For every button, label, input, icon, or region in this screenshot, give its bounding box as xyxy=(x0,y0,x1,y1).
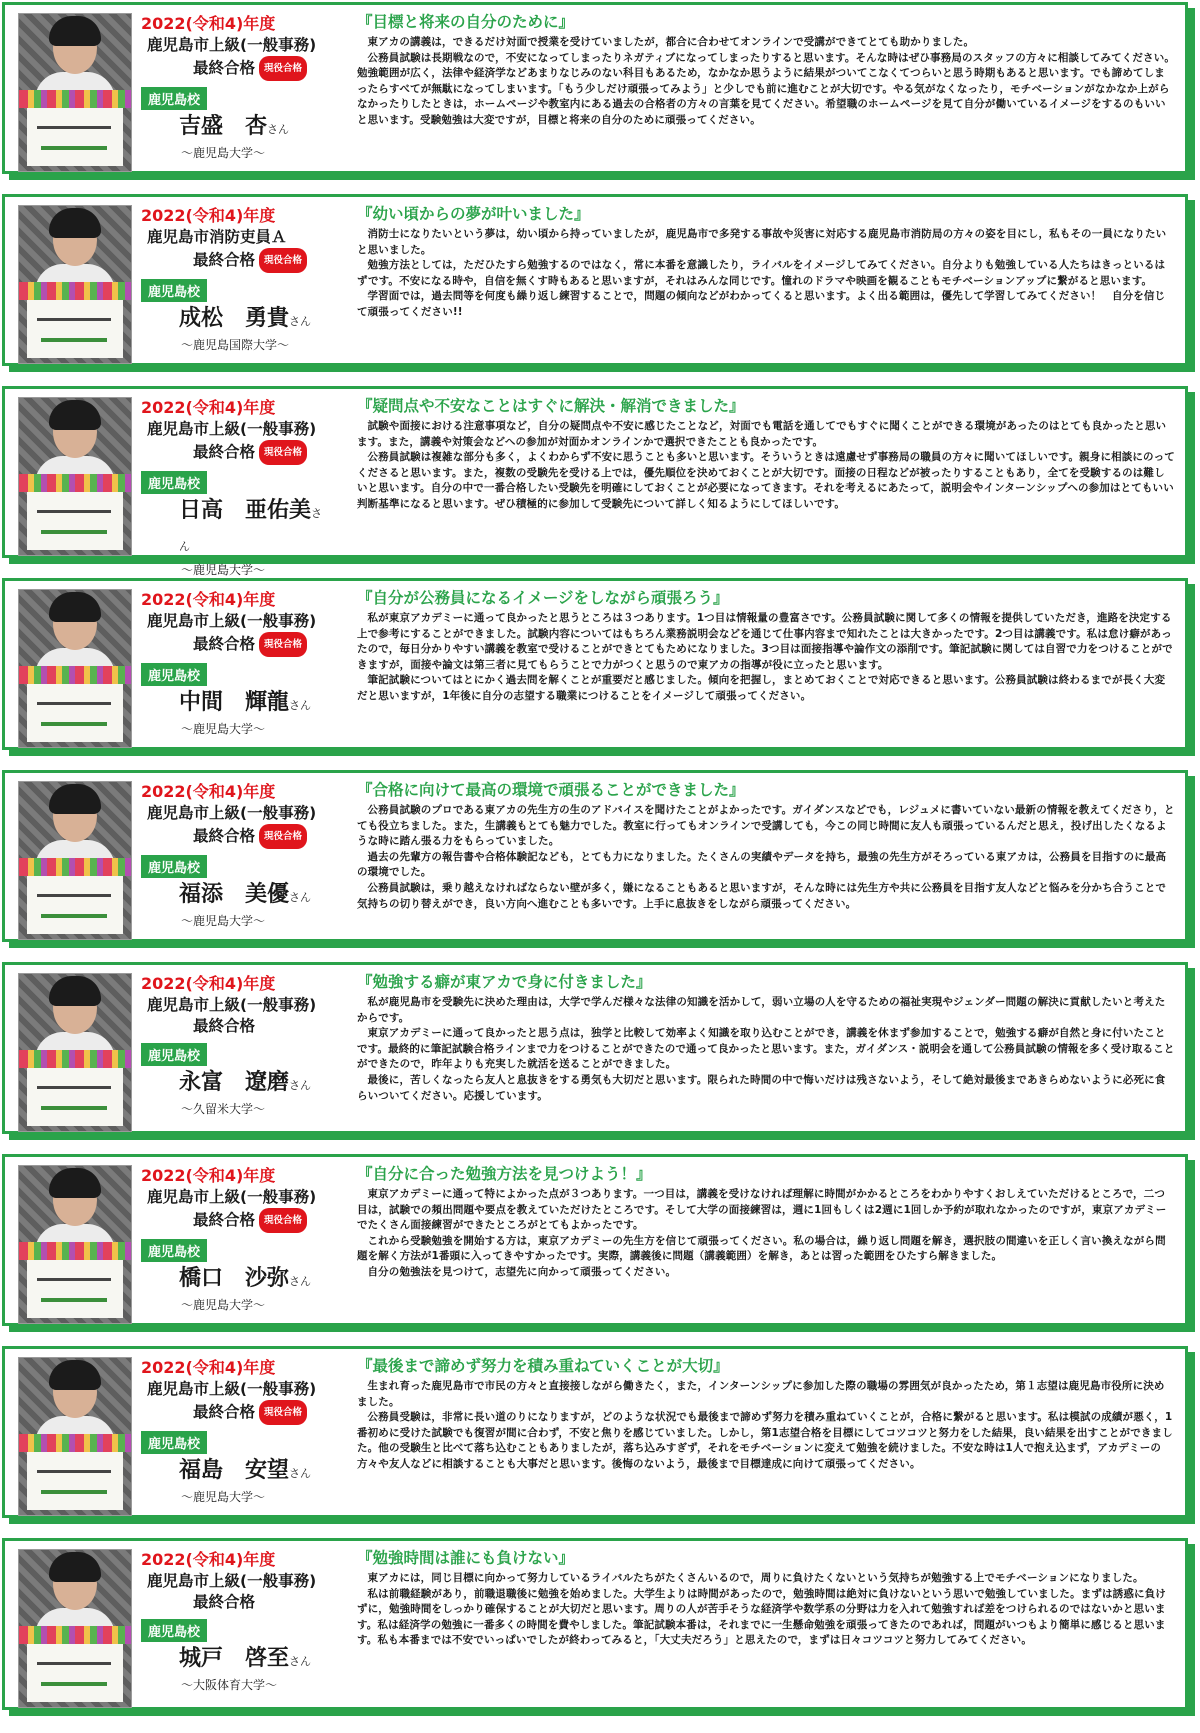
testimonial-card xyxy=(2,962,1188,1134)
body-paragraph: 東アカの講義は，できるだけ対面で授業を受けていましたが，都合に合わせてオンラインで受講ができてとても助かりました。 xyxy=(367,36,975,48)
exam-name: 鹿児島市上級(一般事務) xyxy=(147,36,317,54)
testimonial-body xyxy=(357,419,1175,513)
testimonial-body xyxy=(357,1571,1175,1649)
school-label: 鹿児島校 xyxy=(141,279,207,302)
student-name: 福島 安望 xyxy=(179,1458,290,1483)
student-photo xyxy=(18,1357,132,1516)
result-text: 最終合格 xyxy=(193,635,256,653)
result-text: 最終合格 xyxy=(193,1211,256,1229)
exam-name: 鹿児島市上級(一般事務) xyxy=(147,1572,317,1590)
body-paragraph: 試験や面接における注意事項など，自分の疑問点や不安に感じたことなど，対面でも電話を通してでもすぐに聞くことができる環境があったのはとても良かったと思います。また，講義や対策会などへの参加が対面かオンラインかで選択できたことも良かったです。 xyxy=(357,420,1167,448)
status-badge: 現役合格 xyxy=(259,56,307,81)
student-photo xyxy=(18,13,132,172)
result-text: 最終合格 xyxy=(193,827,256,845)
body-paragraph: 東京アカデミーに通って良かったと思う点は，独学と比較して効率よく知識を取り込むことができ，講義を休まず参加することで，勉強する癖が自然と身に付いたことです。最終的に筆記試験合格ラインまで力をつけることができたので通って良かったと思います。また，ガイダンス・説明会を通して公務員試験の情報を多く受け取ることができたので，昨年よりも充実した就活を送ることができました。 xyxy=(357,1027,1175,1071)
university-name: 〜鹿児島大学〜 xyxy=(181,722,266,736)
status-badge: 現役合格 xyxy=(259,248,307,273)
school-label: 鹿児島校 xyxy=(141,1043,207,1066)
body-paragraph: 最後に，苦しくなったら友人と息抜きをする勇気も大切だと思います。限られた時間の中で悔いだけは残さないよう，そして絶対最後まであきらめないように必死に食らいついてください。応援しています。 xyxy=(357,1073,1166,1102)
student-name: 城戸 啓至 xyxy=(179,1646,290,1671)
school-label: 鹿児島校 xyxy=(141,1239,207,1262)
status-badge: 現役合格 xyxy=(259,440,307,465)
university-name: 〜鹿児島大学〜 xyxy=(181,914,266,928)
testimonial-headline: 『合格に向けて最高の環境で頑張ることができました』 xyxy=(357,781,745,799)
honorific: さん xyxy=(289,1079,312,1092)
body-paragraph: 生まれ育った鹿児島市で市民の方々と直接接しながら働きたく，また，インターンシップに参加した際の職場の雰囲気が良かったため，第１志望は鹿児島市役所に決めました。 xyxy=(357,1380,1165,1408)
testimonial-card xyxy=(2,1538,1188,1710)
school-label: 鹿児島校 xyxy=(141,855,207,878)
testimonial-card xyxy=(2,1154,1188,1326)
body-paragraph: 私が東京アカデミーに通って良かったと思うところは３つあります。1つ目は情報量の豊富さです。公務員試験に関して多くの情報を提供していただき，進路を決定する上で参考にすることができました。試験内容についてはもちろん業務説明会などを通じて仕事内容まで知れたことは大きかったです。2つ目は講義です。私は怠け癖があったので，毎日分かりやすい講義を教室で受けることができとてもためになりました。3つ目は面接指導や論作文の添削です。筆記試験に関しては自習で力をつけることができますが，面接や論文は第三者に見てもらうことで力がつくと思うので東アカの指導が役に立ったと思います。 xyxy=(357,612,1173,671)
school-label: 鹿児島校 xyxy=(141,471,207,494)
testimonial-body xyxy=(357,611,1175,705)
honorific: さん xyxy=(289,315,312,328)
body-paragraph: 公務員試験は，乗り越えなければならない壁が多く，嫌になることもあると思いますが，そんな時には先生方や共に公務員を目指す友人などと悩みを分かち合うことで気持ちの切り替えができ，良い方向へ進むことも多いです。上手に息抜きをしながら頑張ってください。 xyxy=(357,881,1167,910)
result-text: 最終合格 xyxy=(193,1593,256,1611)
honorific: さん xyxy=(179,507,323,553)
testimonial-headline: 『勉強時間は誰にも負けない』 xyxy=(357,1549,575,1567)
testimonial-headline: 『疑問点や不安なことはすぐに解決・解消できました』 xyxy=(357,397,745,415)
exam-name: 鹿児島市上級(一般事務) xyxy=(147,1188,317,1206)
student-photo xyxy=(18,781,132,940)
exam-year: 2022(令和4)年度 xyxy=(141,974,276,993)
testimonial-body xyxy=(357,803,1175,912)
exam-year: 2022(令和4)年度 xyxy=(141,782,276,801)
testimonial-card xyxy=(2,770,1188,942)
body-paragraph: 自分の勉強法を見つけて，志望先に向かって頑張ってください。 xyxy=(367,1265,677,1278)
exam-name: 鹿児島市上級(一般事務) xyxy=(147,804,317,822)
university-name: 〜鹿児島大学〜 xyxy=(181,1490,266,1504)
exam-year: 2022(令和4)年度 xyxy=(141,1358,276,1377)
body-paragraph: これから受験勉強を開始する方は，東京アカデミーの先生方を信じて頑張ってください。私の場合は，繰り返し問題を解き，選択肢の間違いを正しく言い換えながら問題を解く方法が1番頭に入ってきやすかったです。実際，講義後に問題（講義範囲）を解き，あとは習った範囲をひたすら解きました。 xyxy=(357,1234,1166,1263)
honorific: さん xyxy=(289,891,312,904)
body-paragraph: 消防士になりたいという夢は，幼い頃から持っていましたが，鹿児島市で多発する事故や災害に対応する鹿児島市消防局の方々の姿を目にし，私もその一員になりたいと思いました。 xyxy=(357,228,1167,256)
student-name: 吉盛 杏 xyxy=(179,114,268,139)
school-label: 鹿児島校 xyxy=(141,1619,207,1642)
testimonial-card xyxy=(2,578,1188,750)
body-paragraph: 東京アカデミーに通って特によかった点が３つあります。一つ目は，講義を受けなければ理解に時間がかかるところをわかりやすくおしえていただけるところで，二つ目は，試験での頻出問題や要点を教えていただけたところです。そして大学の面接練習は，週に1回もしくは2週に1回しか予約が取れなかったのですが，東京アカデミーでたくさん面接練習ができたところがとてもよかったです。 xyxy=(357,1188,1167,1232)
exam-year: 2022(令和4)年度 xyxy=(141,398,276,417)
university-name: 〜鹿児島国際大学〜 xyxy=(181,338,290,352)
body-paragraph: 過去の先輩方の報告書や合格体験記なども，とても力になりました。たくさんの実績やデータを持ち，最強の先生方がそろっている東アカは，公務員を目指すのに最高の環境でした。 xyxy=(357,850,1167,879)
testimonial-body xyxy=(357,1187,1175,1281)
testimonial-card xyxy=(2,2,1188,174)
body-paragraph: 公務員試験は複雑な部分も多く，よくわからず不安に思うことも多いと思います。そういうときは遠慮せず事務局の職員の方々に聞いてほしいです。親身に相談にのってくださると思います。また，複数の受験先を受ける上では，優先順位を決めておくことが大切です。面接の日程などが被ったりすることもあり，全てを受験するのは難しいと思います。自分の中で一番合格したい受験先を明確にしておくことが必要になってきます。それを考えるにあたって，説明会やインターンシップへの参加はとてもいい判断基準になると思います。ぜひ積極的に参加して受験先について詳しく知るようにしてほしいです。 xyxy=(357,451,1175,510)
school-label: 鹿児島校 xyxy=(141,87,207,110)
honorific: さん xyxy=(267,123,290,136)
student-photo xyxy=(18,1549,132,1708)
university-name: 〜大阪体育大学〜 xyxy=(181,1678,278,1692)
body-paragraph: 私が鹿児島市を受験先に決めた理由は，大学で学んだ様々な法律の知識を活かして，弱い立場の人を守るための福祉実現やジェンダー問題の解決に貢献したいと考えたからです。 xyxy=(357,996,1166,1024)
body-paragraph: 公務員試験は長期戦なので，不安になってしまったりネガティブになってしまったりすると思います。そんな時はぜひ事務局のスタッフの方々に相談してみてください。勉強範囲が広く，法律や経済学などあまりなじみのない科目もあるため，なかなか思うように結果がついてこなくてつらいと思う時期もあると思います。でも諦めてしまったらすべてが無駄になってしまいます。「もう少しだけ頑張ってみよう」と少しでも前に進むことが大切です。やる気がなくなったり，モチベーションがなかなか上がらなかったりしたときは，ホームページや教室内にある過去の合格者の方々の言葉を見てください。希望職のホームページを見て自分が働いているイメージをするのもいいと思います。受験勉強は大変ですが，目標と将来の自分のために頑張ってください。 xyxy=(357,51,1176,126)
honorific: さん xyxy=(289,1467,312,1480)
student-name: 福添 美優 xyxy=(179,882,290,907)
exam-name: 鹿児島市上級(一般事務) xyxy=(147,420,317,438)
testimonial-body xyxy=(357,995,1175,1104)
university-name: 〜鹿児島大学〜 xyxy=(181,563,266,577)
status-badge: 現役合格 xyxy=(259,1400,307,1425)
school-label: 鹿児島校 xyxy=(141,663,207,686)
student-photo xyxy=(18,205,132,364)
exam-name: 鹿児島市上級(一般事務) xyxy=(147,1380,317,1398)
school-label: 鹿児島校 xyxy=(141,1431,207,1454)
exam-name: 鹿児島市消防吏員Ａ xyxy=(147,228,287,246)
testimonial-headline: 『最後まで諦めず努力を積み重ねていくことが大切』 xyxy=(357,1357,729,1375)
testimonial-headline: 『目標と将来の自分のために』 xyxy=(357,13,575,31)
result-text: 最終合格 xyxy=(193,251,256,269)
testimonial-headline: 『自分が公務員になるイメージをしながら頑張ろう』 xyxy=(357,589,729,607)
student-photo xyxy=(18,397,132,556)
testimonial-card xyxy=(2,386,1188,577)
exam-year: 2022(令和4)年度 xyxy=(141,590,276,609)
student-name: 橋口 沙弥 xyxy=(179,1266,290,1291)
testimonial-card xyxy=(2,1346,1188,1518)
status-badge: 現役合格 xyxy=(259,1208,307,1233)
testimonial-headline: 『幼い頃からの夢が叶いました』 xyxy=(357,205,590,223)
university-name: 〜鹿児島大学〜 xyxy=(181,1298,266,1312)
student-photo xyxy=(18,1165,132,1324)
testimonial-headline: 『自分に合った勉強方法を見つけよう！』 xyxy=(357,1165,652,1183)
testimonial-body xyxy=(357,227,1175,321)
body-paragraph: 公務員受験は，非常に長い道のりになりますが，どのような状況でも最後まで諦めず努力を積み重ねていくことが，合格に繋がると思います。私は模試の成績が悪く，1番初めに受けた試験でも復習が間に合わず，不安と焦りを感じていました。しかし，第1志望合格を目標にしてコツコツと努力をした結果，良い結果を出すことができました。他の受験生と比べて落ち込むこともありましたが，落ち込みすぎず，それをモチベーションに変えて勉強を続けました。不安な時は1人で抱え込まず，アカデミーの方々や友人などに相談することも大事だと思います。後悔のないよう，最後まで目標達成に向けて頑張ってください。 xyxy=(357,1411,1173,1470)
exam-year: 2022(令和4)年度 xyxy=(141,206,276,225)
student-name: 成松 勇貴 xyxy=(179,306,290,331)
result-text: 最終合格 xyxy=(193,1017,256,1035)
result-text: 最終合格 xyxy=(193,59,256,77)
testimonial-body xyxy=(357,35,1175,129)
honorific: さん xyxy=(289,699,312,712)
exam-name: 鹿児島市上級(一般事務) xyxy=(147,612,317,630)
honorific: さん xyxy=(289,1655,312,1668)
exam-name: 鹿児島市上級(一般事務) xyxy=(147,996,317,1014)
exam-year: 2022(令和4)年度 xyxy=(141,1166,276,1185)
body-paragraph: 東アカには，同じ目標に向かって努力しているライバルたちがたくさんいるので，周りに負けたくないという気持ちが勉強する上でモチベーションになりました。 xyxy=(367,1572,1144,1584)
exam-year: 2022(令和4)年度 xyxy=(141,14,276,33)
student-name: 日高 亜佑美 xyxy=(179,498,312,523)
student-name: 中間 輝龍 xyxy=(179,690,290,715)
student-name: 永富 遼磨 xyxy=(179,1070,290,1095)
body-paragraph: 筆記試験についてはとにかく過去問を解くことが重要だと感じました。傾向を把握し，まとめておくことで対応できると思います。公務員試験は終わるまでが長く大変だと思いますが，1年後に自分の志望する職業につけることをイメージして頑張ってください。 xyxy=(357,674,1166,702)
university-name: 〜鹿児島大学〜 xyxy=(181,146,266,160)
testimonial-card xyxy=(2,194,1188,366)
status-badge: 現役合格 xyxy=(259,824,307,849)
student-photo xyxy=(18,589,132,748)
status-badge: 現役合格 xyxy=(259,632,307,657)
result-text: 最終合格 xyxy=(193,1403,256,1421)
body-paragraph: 私は前職経験があり，前職退職後に勉強を始めました。大学生よりは時間があったので，勉強時間は絶対に負けないという思いで勉強していました。まずは誘惑に負けずに，勉強時間をしっかり確保することが大切だと思います。周りの人が苦手そうな経済学や数学系の分野は力を入れて勉強すれば差をつけられるのではないかと思います。私は経済学の勉強に一番多くの時間を費やしました。筆記試験本番は，それまでに一生懸命勉強を頑張ってきたのであれば，問題がいつもより簡単に感じると思います。私も本番までは不安でいっぱいでしたが終わってみると，「大丈夫だろう」と思えたので，まずは日々コツコツと努力してみてください。 xyxy=(357,1587,1166,1647)
testimonial-headline: 『勉強する癖が東アカで身に付きました』 xyxy=(357,973,652,991)
exam-year: 2022(令和4)年度 xyxy=(141,1550,276,1569)
body-paragraph: 学習面では，過去問等を何度も繰り返し練習することで，問題の傾向などがわかってくると思います。よく出る範囲は，優先して学習してみてください！ 自分を信じて頑張ってください!! xyxy=(357,290,1166,318)
result-text: 最終合格 xyxy=(193,443,256,461)
university-name: 〜久留米大学〜 xyxy=(181,1102,266,1116)
honorific: さん xyxy=(289,1275,312,1288)
testimonial-body xyxy=(357,1379,1175,1473)
body-paragraph: 公務員試験のプロである東アカの先生方の生のアドバイスを聞けたことがよかったです。ガイダンスなどでも，レジュメに書いていない最新の情報を教えてくださり，とても役立ちました。また，生講義もとても魅力でした。教室に行ってもオンラインで受講しても，今この同じ時間に友人も頑張っているんだと思え，投げ出したくなるような時に踏ん張る力をもらっていました。 xyxy=(357,804,1175,848)
student-photo xyxy=(18,973,132,1132)
body-paragraph: 勉強方法としては，ただひたすら勉強するのではなく，常に本番を意識したり，ライバルをイメージしてみてください。自分よりも勉強している人たちはきっといるはずです。不安になる時や，自信を無くす時もあると思いますが，それはみんな同じです。憧れのドラマや映画を観ることもモチベーションアップに繋がると思います。 xyxy=(357,259,1166,287)
